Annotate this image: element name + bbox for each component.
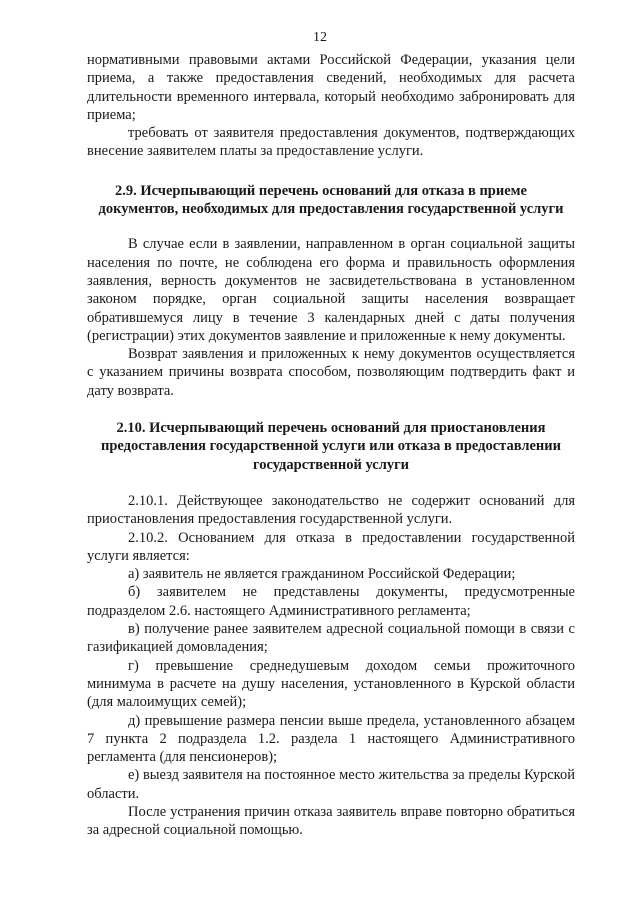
section-heading-line: 2.9. Исчерпывающий перечень оснований для отказа в приеме [115,182,527,199]
paragraph: Возврат заявления и приложенных к нему документов осуществляется с указанием причины возврата способом, позволяющим подтвердить факт и дату возврата. [87,346,575,399]
page-number: 12 [313,30,327,45]
paragraph: В случае если в заявлении, направленном в орган социальной защиты населения по почте, не соблюдена его форма и правильность оформления заявления, верность документов не засвидетельствована в установленном законом порядке, орган социальной защиты населения возвращает обратившемуся лицу в течение 3 календарных дней с даты получения (регистрации) этих документов заявление и приложенные к нему документы. [87,236,575,344]
list-item: д) превышение размера пенсии выше предела, установленного абзацем 7 пункта 2 подраздела 1.2. раздела 1 настоящего Административного регламента (для пенсионеров); [87,712,575,766]
section-heading-2-10: 2.10. Исчерпывающий перечень оснований для приостановления предоставления государственной услуги или отказа в предоставлении государственной услуги [101,420,561,473]
list-item: г) превышение среднедушевым доходом семьи прожиточного минимума в расчете на душу населения, установленного в Курской области (для малоимущих семей); [87,657,575,711]
paragraph: 2.10.1. Действующее законодательство не содержит оснований для приостановления предоставления государственной услуги. [87,492,575,528]
document-body [87,51,575,840]
section-heading-2-9 [87,182,575,219]
section-heading-line: документов, необходимых для предоставления государственной услуги [98,201,564,218]
list-item: б) заявителем не представлены документы, предусмотренные подразделом 2.6. настоящего Административного регламента; [87,584,575,619]
paragraph: требовать от заявителя предоставления документов, подтверждающих внесение заявителем платы за предоставление услуги. [87,125,575,160]
list-item: а) заявитель не является гражданином Российской Федерации; [128,566,516,583]
paragraph: После устранения причин отказа заявитель вправе повторно обратиться за адресной социальной помощью. [87,803,575,839]
list-item: е) выезд заявителя на постоянное место жительства за пределы Курской области. [87,767,575,802]
paragraph: нормативными правовыми актами Российской Федерации, указания цели приема, а также предоставления сведений, необходимых для расчета длительности временного интервала, который необходимо забронировать для приема; [87,52,575,123]
list-item: в) получение ранее заявителем адресной социальной помощи в связи с газификацией домовладения; [87,621,575,656]
paragraph: 2.10.2. Основанием для отказа в предоставлении государственной услуги является: [87,529,575,564]
